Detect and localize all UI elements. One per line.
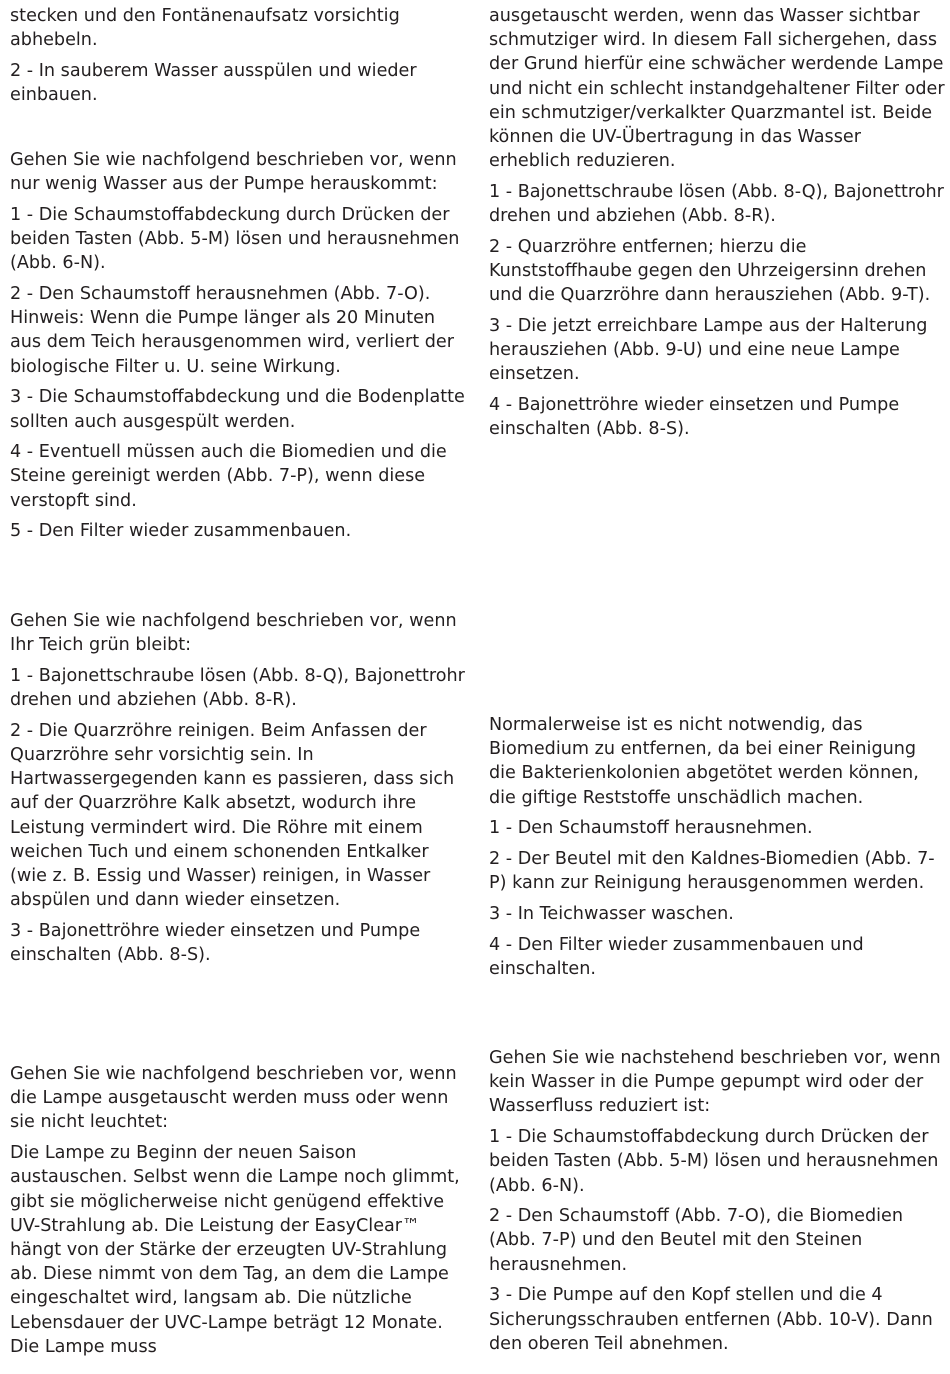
left-block-lamp-replacement: [10, 1062, 468, 1359]
step-1: 1 - Den Schaumstoff herausnehmen.: [489, 818, 813, 839]
step-3: 3 - In Teichwasser waschen.: [489, 903, 734, 924]
left-block-fountain-clean: [10, 4, 468, 107]
section-intro: Normalerweise ist es nicht notwendig, das Biomedium zu entfernen, da bei einer Reinigung die Bakterienkolonien abgetötet werden können, die giftige Reststoffe unschädlich machen.: [489, 715, 919, 808]
step-3: 3 - Bajonettröhre wieder einsetzen und Pumpe einschalten (Abb. 8-S).: [10, 920, 421, 966]
paragraph: Die Lampe zu Beginn der neuen Saison austauschen. Selbst wenn die Lampe noch glimmt, gibt sie möglicherweise nicht genügend effektive UV-Strahlung ab. Die Leistung der EasyClear™ hängt von der Stärke der erzeugten UV-Strahlung ab. Diese nimmt von dem Tag, an dem die Lampe eingeschaltet wird, langsam ab. Die nützliche Lebensdauer der UVC-Lampe beträgt 12 Monate. Die Lampe muss: [10, 1143, 460, 1357]
step-2: 2 - Der Beutel mit den Kaldnes-Biomedien (Abb. 7-P) kann zur Reinigung herausgenommen werden.: [489, 849, 935, 894]
right-block-biomedia-cleaning: [489, 713, 945, 981]
step-4: 4 - Eventuell müssen auch die Biomedien und die Steine gereinigt werden (Abb. 7-P), wenn diese verstopft sind.: [10, 442, 447, 511]
step-2: 2 - Den Schaumstoff (Abb. 7-O), die Biomedien (Abb. 7-P) und den Beutel mit den Steinen herausnehmen.: [489, 1206, 903, 1275]
step-2: 2 - Die Quarzröhre reinigen. Beim Anfassen der Quarzröhre sehr vorsichtig sein. In Hartwassergegenden kann es passieren, dass sich auf der Quarzröhre Kalk absetzt, wodurch ihre Leistung vermindert wird. Die Röhre mit einem weichen Tuch und einem schonenden Entkalker (wie z. B. Essig und Wasser) reinigen, in Wasser abspülen und dann wieder einsetzen.: [10, 720, 455, 911]
step-1: 1 - Die Schaumstoffabdeckung durch Drücken der beiden Tasten (Abb. 5-M) lösen und herausnehmen (Abb. 6-N).: [489, 1127, 939, 1196]
step-3: 3 - Die jetzt erreichbare Lampe aus der Halterung herausziehen (Abb. 9-U) und eine neue Lampe einsetzen.: [489, 315, 928, 385]
section-intro: Gehen Sie wie nachstehend beschrieben vor, wenn kein Wasser in die Pumpe gepumpt wird oder der Wasserfluss reduziert ist:: [489, 1048, 941, 1117]
right-block-lamp-replacement-steps: [489, 4, 945, 441]
paragraph: ausgetauscht werden, wenn das Wasser sichtbar schmutziger wird. In diesem Fall sichergehen, dass der Grund hierfür eine schwächer werdende Lampe und nicht ein schlecht instandgehaltener Filter oder ein schmutziger/verkalkter Quarzmantel ist. Beide können die UV-Übertragung in das Wasser erheblich reduzieren.: [489, 6, 945, 172]
step-4: 4 - Den Filter wieder zusammenbauen und einschalten.: [489, 934, 864, 979]
step-2: 2 - Den Schaumstoff herausnehmen (Abb. 7-O). Hinweis: Wenn die Pumpe länger als 20 Minuten aus dem Teich herausgenommen wird, verliert der biologische Filter u. U. seine Wirkung.: [10, 284, 454, 377]
step-1: 1 - Bajonettschraube lösen (Abb. 8-Q), Bajonettrohr drehen und abziehen (Abb. 8-R).: [489, 181, 944, 227]
section-intro: Gehen Sie wie nachfolgend beschrieben vor, wenn die Lampe ausgetauscht werden muss oder wenn sie nicht leuchtet:: [10, 1064, 457, 1133]
step-3: 3 - Die Schaumstoffabdeckung und die Bodenplatte sollten auch ausgespült werden.: [10, 387, 465, 432]
step-1: 1 - Die Schaumstoffabdeckung durch Drücken der beiden Tasten (Abb. 5-M) lösen und herausnehmen (Abb. 6-N).: [10, 204, 460, 274]
left-block-green-pond: [10, 609, 468, 967]
paragraph: stecken und den Fontänenaufsatz vorsichtig abhebeln.: [10, 6, 400, 51]
right-block-no-water-pumped: [489, 1046, 945, 1356]
section-intro: Gehen Sie wie nachfolgend beschrieben vor, wenn nur wenig Wasser aus der Pumpe herauskommt:: [10, 150, 457, 195]
step-3: 3 - Die Pumpe auf den Kopf stellen und die 4 Sicherungsschrauben entfernen (Abb. 10-V). Dann den oberen Teil abnehmen.: [489, 1285, 933, 1354]
section-intro: Gehen Sie wie nachfolgend beschrieben vor, wenn Ihr Teich grün bleibt:: [10, 611, 457, 656]
left-block-low-water-flow: [10, 148, 468, 544]
step-2: 2 - In sauberem Wasser ausspülen und wieder einbauen.: [10, 60, 417, 106]
step-5: 5 - Den Filter wieder zusammenbauen.: [10, 521, 352, 542]
step-2: 2 - Quarzröhre entfernen; hierzu die Kunststoffhaube gegen den Uhrzeigersinn drehen und die Quarzröhre dann herausziehen (Abb. 9-T).: [489, 236, 931, 306]
step-4: 4 - Bajonettröhre wieder einsetzen und Pumpe einschalten (Abb. 8-S).: [489, 395, 900, 440]
step-1: 1 - Bajonettschraube lösen (Abb. 8-Q), Bajonettrohr drehen und abziehen (Abb. 8-R).: [10, 665, 465, 711]
